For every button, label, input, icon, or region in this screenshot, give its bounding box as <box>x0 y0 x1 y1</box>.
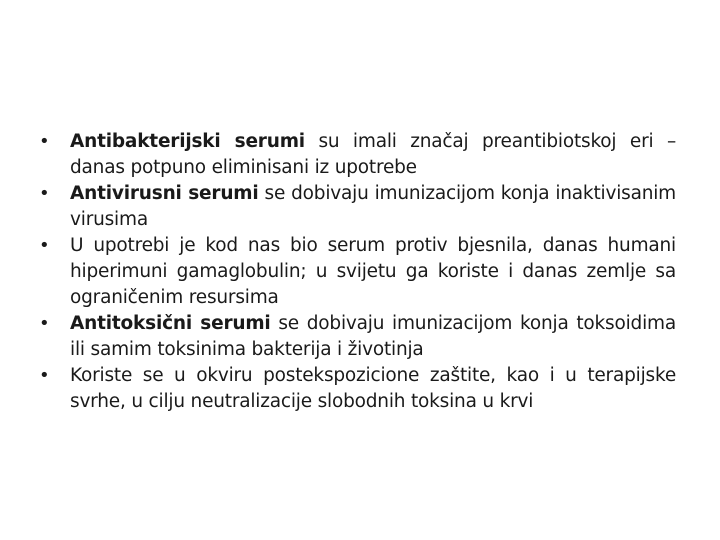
list-item <box>36 363 676 415</box>
bullet-icon: • <box>39 131 50 152</box>
bullet-list <box>36 129 676 415</box>
list-item <box>36 129 676 181</box>
list-item <box>36 233 676 311</box>
item-text: U upotrebi je kod nas bio serum protiv bjesnila, danas humani hiperimuni gamaglobulin; u svijetu ga koriste i danas zemlje sa ograničenim resursima <box>70 235 676 308</box>
item-text: Koriste se u okviru postekspozicione zaštite, kao i u terapijske svrhe, u cilju neutralizacije slobodnih toksina u krvi <box>70 365 676 412</box>
item-text: su imali značaj preantibiotskoj eri – danas potpuno eliminisani iz upotrebe <box>70 131 676 178</box>
list-item <box>36 311 676 363</box>
bold-term: Antivirusni serumi <box>70 183 259 204</box>
bullet-icon: • <box>39 313 50 334</box>
item-text: se dobivaju imunizacijom konja inaktivisanim virusima <box>70 183 676 230</box>
bullet-icon: • <box>39 365 50 386</box>
item-text: se dobivaju imunizacijom konja toksoidima ili samim toksinima bakterija i životinja <box>70 313 676 360</box>
bullet-icon: • <box>39 235 50 256</box>
bullet-icon: • <box>39 183 50 204</box>
bold-term: Antitoksični serumi <box>70 313 271 334</box>
list-item <box>36 181 676 233</box>
bold-term: Antibakterijski serumi <box>70 131 305 152</box>
